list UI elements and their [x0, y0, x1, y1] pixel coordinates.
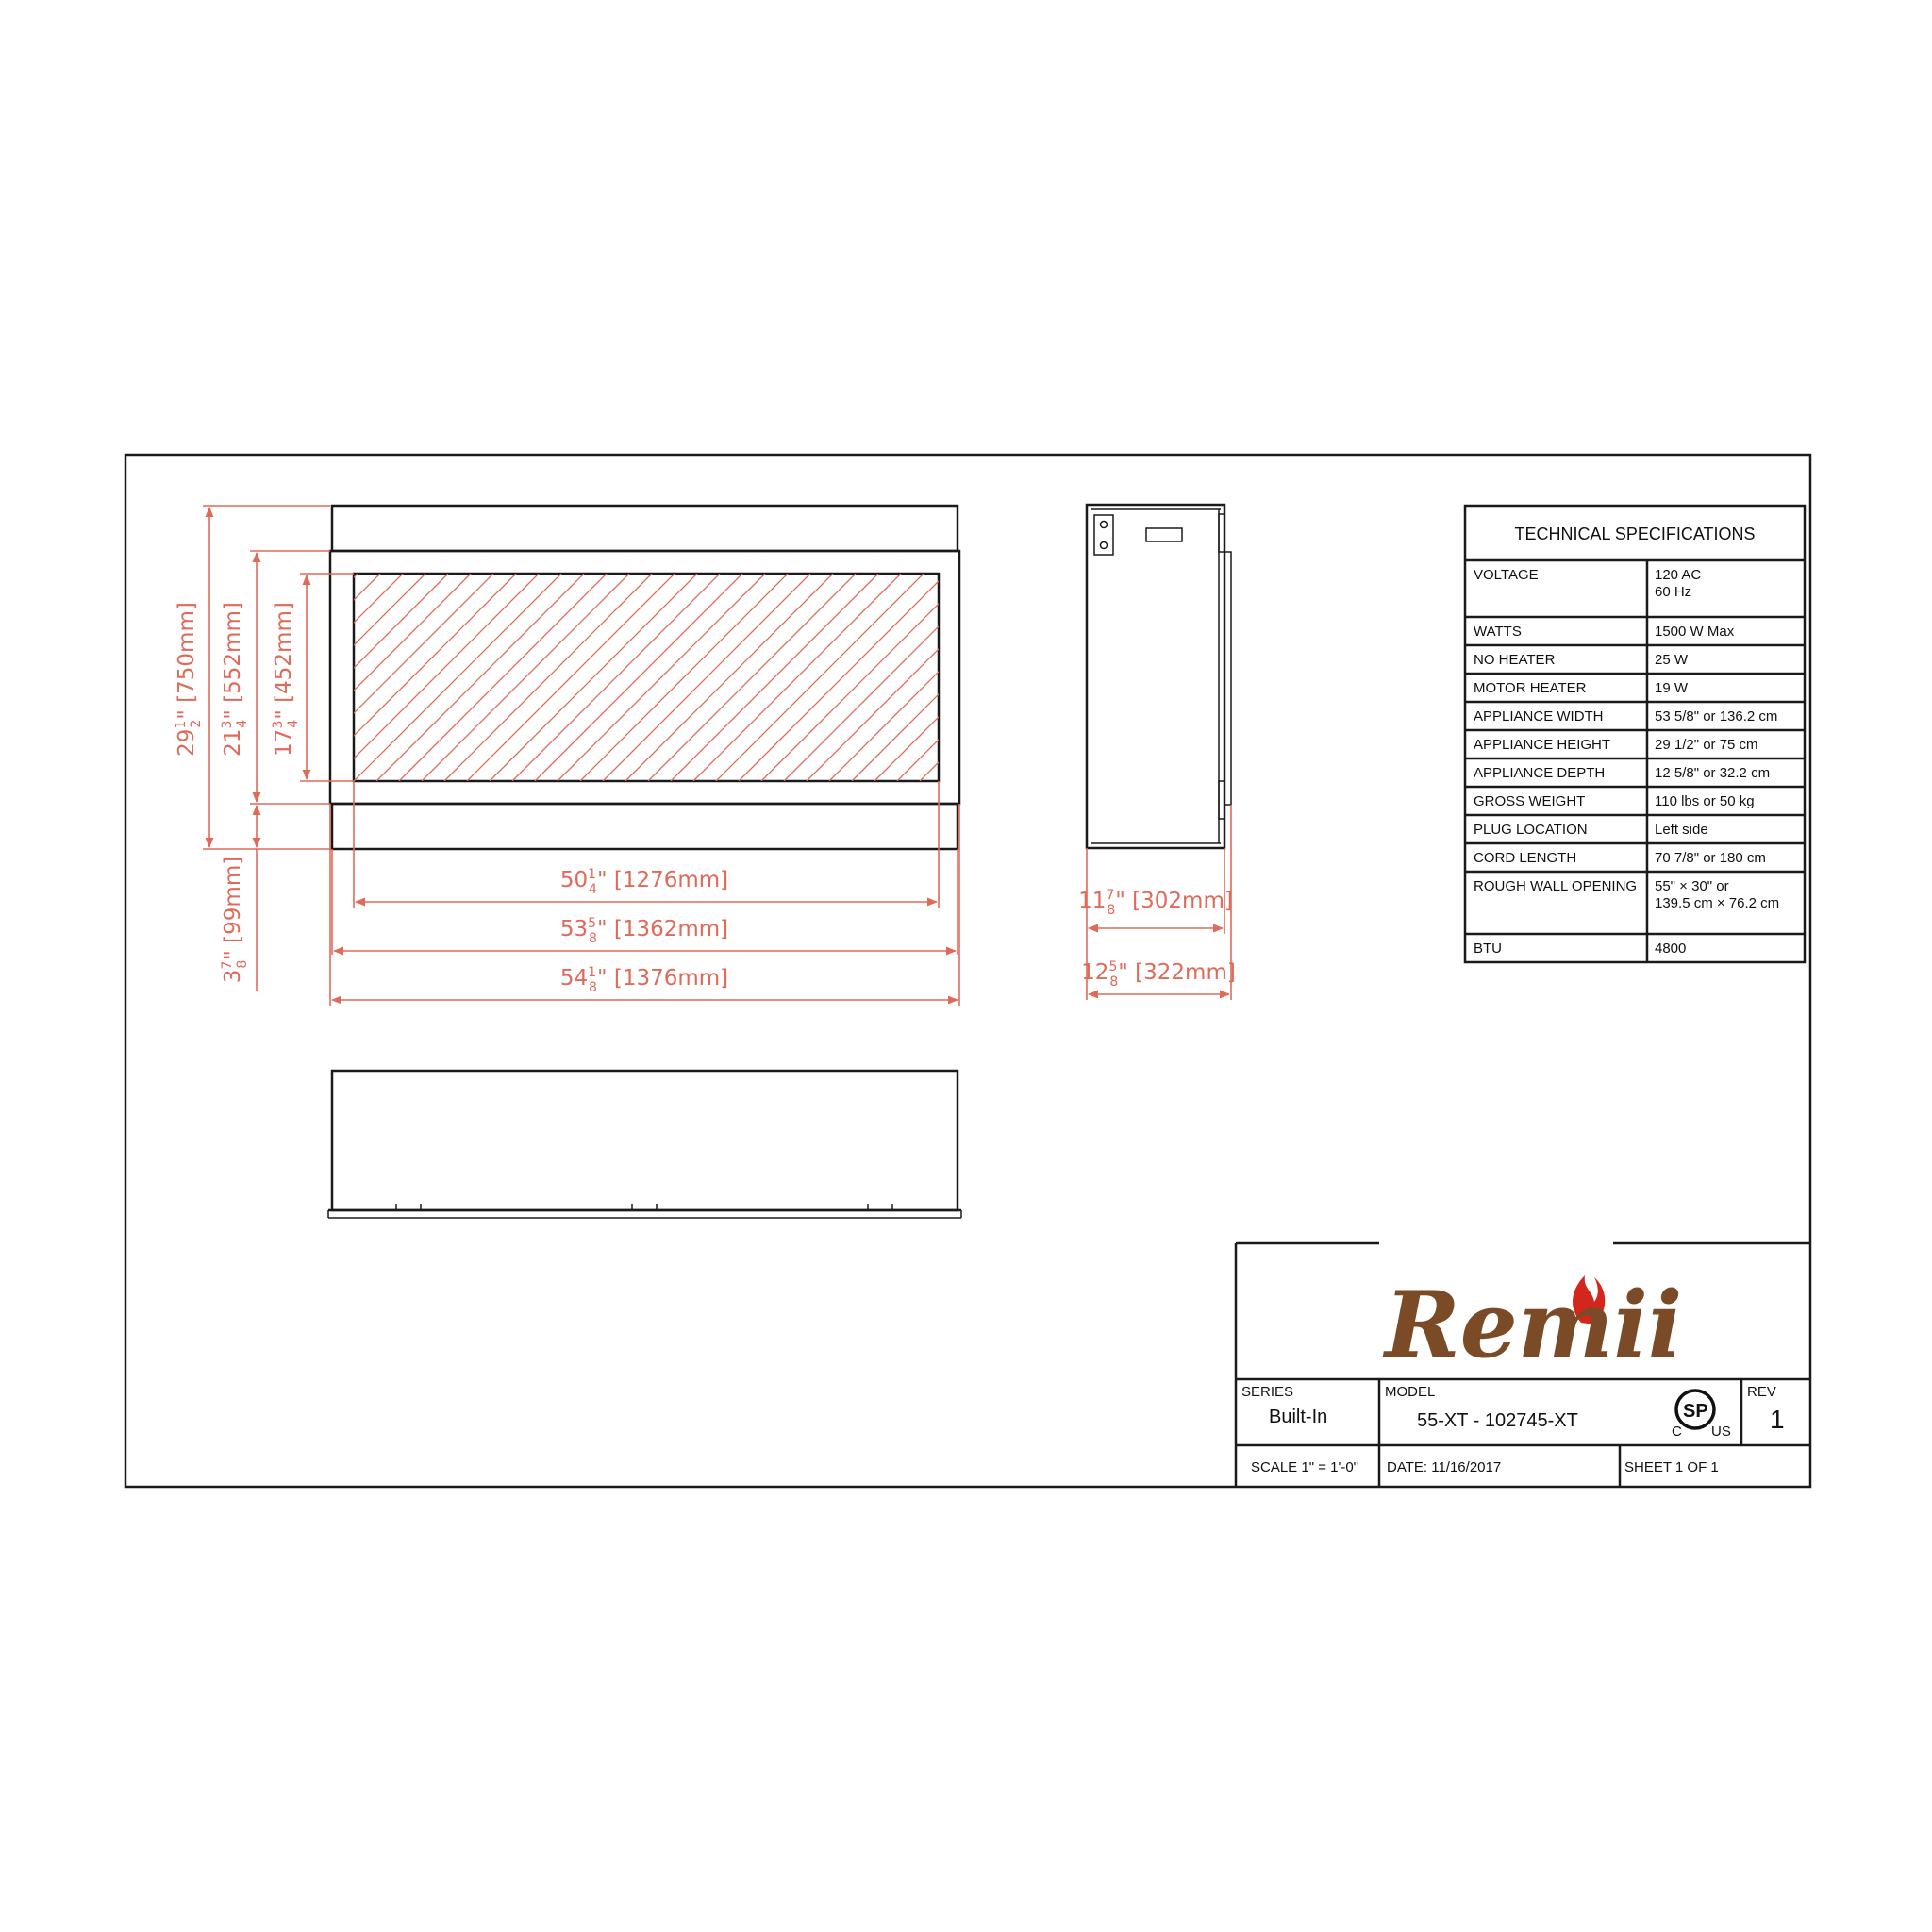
spec-value: 120 AC	[1655, 567, 1702, 583]
spec-value: 70 7/8" or 180 cm	[1655, 850, 1766, 866]
spec-value: 1500 W Max	[1655, 624, 1735, 640]
hatch-line	[467, 574, 675, 781]
model-label: MODEL	[1385, 1384, 1436, 1400]
spec-row	[1474, 680, 1689, 696]
remii-logo	[1382, 1272, 1682, 1378]
spec-value: Left side	[1655, 822, 1708, 838]
svg-text:US: US	[1711, 1424, 1731, 1440]
spec-label: APPLIANCE DEPTH	[1474, 765, 1606, 781]
spec-value: 110 lbs or 50 kg	[1655, 793, 1755, 809]
hatch-line	[897, 574, 1105, 781]
hatch-line	[512, 574, 720, 781]
spec-row	[1474, 708, 1777, 724]
dim-height-glass	[271, 602, 301, 757]
hatch-line	[399, 574, 607, 781]
front-base	[332, 804, 958, 849]
hatch-line	[693, 574, 901, 781]
spec-row	[1474, 765, 1770, 781]
spec-label: BTU	[1474, 941, 1502, 957]
rev-value: 1	[1770, 1405, 1785, 1434]
hatch-line	[558, 574, 765, 781]
front-height-dimensions	[174, 506, 354, 991]
spec-value-line2: 60 Hz	[1655, 584, 1692, 600]
hatch-line	[852, 574, 1059, 781]
hatch-line	[580, 574, 788, 781]
hatch-line	[648, 574, 856, 781]
hatch-line	[286, 574, 493, 781]
side-depth-dimensions	[1078, 805, 1236, 1000]
hatch-line	[376, 574, 584, 781]
front-width-dimensions	[330, 781, 959, 1006]
hatch-line	[535, 574, 742, 781]
spec-label: VOLTAGE	[1474, 567, 1539, 583]
side-vent-slot	[1146, 528, 1182, 541]
spec-row	[1474, 624, 1735, 640]
spec-value-line2: 139.5 cm × 76.2 cm	[1655, 895, 1780, 911]
svg-text:1734" [452mm]: $17^34$" [452mm]	[271, 602, 301, 757]
spec-value: 4800	[1655, 941, 1687, 957]
hatch-line	[942, 574, 1150, 781]
csa-cert-icon	[1672, 1391, 1731, 1440]
svg-text:2134" [552mm]: $21^34$" [552mm]	[220, 602, 250, 757]
svg-text:2912" [750mm]: $29^12$" [750mm]	[174, 602, 204, 757]
top-view	[328, 1071, 961, 1218]
hatch-line	[739, 574, 946, 781]
hatch-line	[444, 574, 652, 781]
spec-value: 55" × 30" or	[1655, 878, 1729, 894]
hatch-line	[920, 574, 1127, 781]
spec-row	[1474, 941, 1686, 957]
front-glass	[354, 574, 939, 781]
hatch-line	[308, 574, 516, 781]
spec-row	[1474, 793, 1755, 809]
sheet-text: SHEET 1 OF 1	[1624, 1459, 1719, 1475]
spec-label: WATTS	[1474, 624, 1522, 640]
spec-row	[1474, 737, 1758, 753]
spec-row	[1474, 652, 1689, 668]
side-view-body	[1087, 505, 1224, 848]
hatch-line	[490, 574, 697, 781]
spec-row	[1474, 822, 1708, 838]
spec-row	[1474, 878, 1779, 911]
hatch-line	[331, 574, 539, 781]
date-text: DATE: 11/16/2017	[1387, 1459, 1502, 1475]
series-value: Built-In	[1269, 1407, 1328, 1427]
hatch-line	[422, 574, 629, 781]
spec-label: NO HEATER	[1474, 652, 1556, 668]
title-block	[1236, 1243, 1810, 1487]
hatch-line	[716, 574, 924, 781]
spec-row	[1474, 850, 1766, 866]
spec-label: PLUG LOCATION	[1474, 822, 1588, 838]
dim-height-base	[220, 857, 250, 983]
dim-height-body	[220, 602, 250, 757]
side-view	[1087, 505, 1231, 848]
svg-text:SP: SP	[1683, 1401, 1708, 1422]
spec-value: 25 W	[1655, 652, 1689, 668]
rev-label: REV	[1747, 1384, 1776, 1400]
svg-text:378" [99mm]: $3^78$" [99mm]	[220, 856, 250, 984]
spec-value: 53 5/8" or 136.2 cm	[1655, 708, 1778, 724]
spec-label: MOTOR HEATER	[1474, 680, 1587, 696]
hatch-line	[625, 574, 833, 781]
hatch-line	[603, 574, 810, 781]
spec-value: 19 W	[1655, 680, 1689, 696]
scale-text: SCALE 1" = 1'-0"	[1251, 1459, 1358, 1475]
spec-label: ROUGH WALL OPENING	[1474, 878, 1638, 894]
spec-label: APPLIANCE HEIGHT	[1474, 737, 1611, 753]
svg-text:Remii: Remii	[1385, 1272, 1683, 1378]
dim-width-body: $53^5$ 8" [1362mm]	[559, 916, 729, 946]
front-top-trim	[332, 506, 958, 551]
spec-label: APPLIANCE WIDTH	[1474, 708, 1604, 724]
spec-table	[1465, 506, 1805, 962]
hatch-line	[671, 574, 878, 781]
dim-depth-total: $12^5$ 8" [322mm]	[1081, 959, 1236, 990]
dim-depth-body: $11^7$ 8" [302mm]	[1078, 888, 1233, 918]
hatch-line	[874, 574, 1082, 781]
series-label: SERIES	[1241, 1384, 1294, 1400]
spec-value: 12 5/8" or 32.2 cm	[1655, 765, 1771, 781]
spec-table-title: TECHNICAL SPECIFICATIONS	[1514, 525, 1756, 543]
spec-label: CORD LENGTH	[1474, 850, 1577, 866]
top-view-body	[332, 1071, 958, 1210]
hatch-line	[218, 574, 425, 781]
hatch-line	[354, 574, 561, 781]
spec-value: 29 1/2" or 75 cm	[1655, 737, 1758, 753]
dim-height-total	[174, 602, 204, 757]
model-value: 55-XT - 102745-XT	[1417, 1410, 1578, 1431]
hatch-line	[829, 574, 1037, 781]
svg-text:C: C	[1672, 1424, 1682, 1440]
spec-label: GROSS WEIGHT	[1474, 793, 1586, 809]
dim-width-glass: $50^1$ 4" [1276mm]	[559, 867, 729, 897]
hatch-line	[807, 574, 1014, 781]
dim-width-total: $54^1$ 8" [1376mm]	[559, 965, 729, 995]
spec-row	[1474, 567, 1701, 600]
